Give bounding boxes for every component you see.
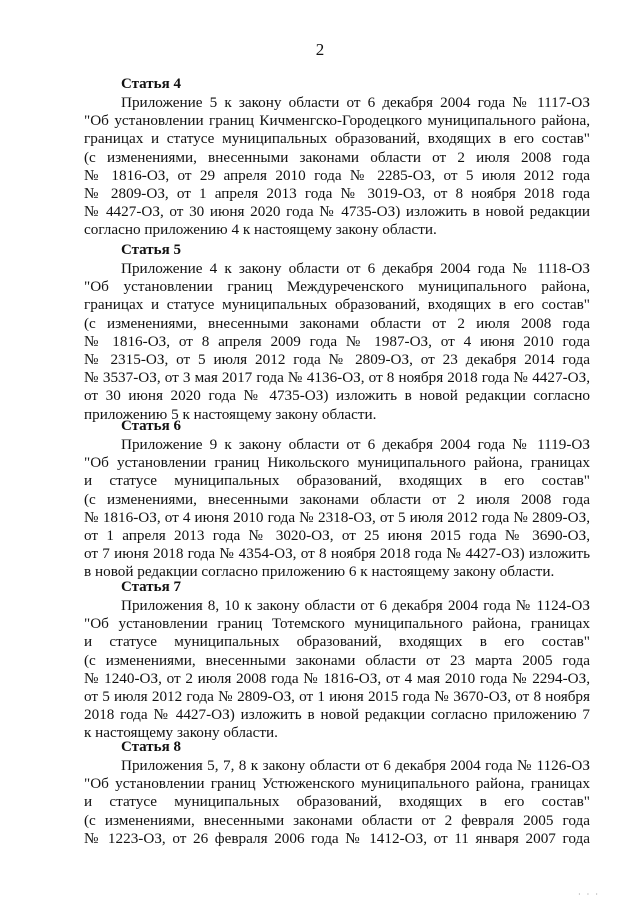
article-line: Приложение 5 к закону области от 6 декабря 2004 года № 1117-ОЗ — [121, 94, 590, 111]
article-line: № 1816-ОЗ, от 29 апреля 2010 года № 2285-ОЗ, от 5 июля 2012 года — [84, 166, 590, 184]
scan-mark: · · · — [578, 890, 600, 899]
article-line: № 1223-ОЗ, от 26 февраля 2006 года № 1412-ОЗ, от 11 января 2007 года — [84, 829, 590, 847]
article-line: границах и статусе муниципальных образований, входящих в его состав" — [84, 296, 590, 314]
article-line: № 2809-ОЗ, от 1 апреля 2013 года № 3019-ОЗ, от 8 ноября 2018 года — [84, 184, 590, 202]
article-line: "Об установлении границ Междуреченского муниципального района, — [84, 278, 590, 296]
article-line: "Об установлении границ Кичменгско-Городецкого муниципального района, — [84, 112, 590, 130]
article-line: Приложение 4 к закону области от 6 декабря 2004 года № 1118-ОЗ — [121, 260, 590, 277]
article-line: "Об установлении границ Устюженского муниципального района, границах — [84, 775, 590, 793]
article-line: от 7 июня 2018 года № 4354-ОЗ, от 8 ноября 2018 года № 4427-ОЗ) изложить — [84, 545, 590, 563]
article-4 — [84, 74, 590, 240]
article-5 — [84, 240, 590, 424]
article-line: (с изменениями, внесенными законами области от 23 марта 2005 года — [84, 651, 590, 669]
article-line: № 3537-ОЗ, от 3 мая 2017 года № 4136-ОЗ, от 8 ноября 2018 года № 4427-ОЗ, — [84, 369, 590, 387]
article-line: и статусе муниципальных образований, входящих в его состав" — [84, 472, 590, 490]
article-line: (с изменениями, внесенными законами области от 2 июля 2008 года — [84, 314, 590, 332]
article-line: Приложение 9 к закону области от 6 декабря 2004 года № 1119-ОЗ — [121, 436, 590, 453]
article-8 — [84, 737, 590, 848]
article-line: (с изменениями, внесенными законами области от 2 июля 2008 года — [84, 148, 590, 166]
page-number: 2 — [315, 40, 325, 59]
article-6 — [84, 416, 590, 582]
article-line: к настоящему закону области. — [84, 724, 278, 742]
article-line: № 4427-ОЗ, от 30 июня 2020 года № 4735-ОЗ) изложить в новой редакции — [84, 203, 590, 221]
article-line: № 1816-ОЗ, от 4 июня 2010 года № 2318-ОЗ, от 5 июля 2012 года № 2809-ОЗ, — [84, 508, 590, 526]
article-line: "Об установлении границ Никольского муниципального района, границах — [84, 454, 590, 472]
article-line: от 30 июня 2020 года № 4735-ОЗ) изложить в новой редакции согласно — [84, 387, 590, 405]
article-line: "Об установлении границ Тотемского муниципального района, границах — [84, 615, 590, 633]
article-title: Статья 8 — [121, 739, 181, 755]
article-line: № 1240-ОЗ, от 2 июля 2008 года № 1816-ОЗ, от 4 мая 2010 года № 2294-ОЗ, — [84, 669, 590, 687]
article-line: согласно приложению 4 к настоящему закону области. — [84, 221, 437, 239]
article-line: от 1 апреля 2013 года № 3020-ОЗ, от 25 июня 2015 года № 3690-ОЗ, — [84, 526, 590, 544]
article-line: (с изменениями, внесенными законами области от 2 февраля 2005 года — [84, 811, 590, 829]
article-title: Статья 6 — [121, 418, 181, 434]
article-line: и статусе муниципальных образований, входящих в его состав" — [84, 633, 590, 651]
article-line: границах и статусе муниципальных образований, входящих в его состав" — [84, 130, 590, 148]
article-title: Статья 7 — [121, 579, 181, 595]
article-title: Статья 4 — [121, 76, 181, 92]
article-line: 2018 года № 4427-ОЗ) изложить в новой редакции согласно приложению 7 — [84, 706, 590, 724]
article-line: приложению 5 к настоящему закону области. — [84, 405, 377, 423]
article-7 — [84, 577, 590, 743]
article-line: № 1816-ОЗ, от 8 апреля 2009 года № 1987-ОЗ, от 4 июня 2010 года — [84, 332, 590, 350]
article-line: Приложения 8, 10 к закону области от 6 декабря 2004 года № 1124-ОЗ — [121, 597, 590, 614]
article-line: и статусе муниципальных образований, входящих в его состав" — [84, 793, 590, 811]
article-line: (с изменениями, внесенными законами области от 2 июля 2008 года — [84, 490, 590, 508]
article-line: № 2315-ОЗ, от 5 июля 2012 года № 2809-ОЗ, от 23 декабря 2014 года — [84, 350, 590, 368]
article-title: Статья 5 — [121, 242, 181, 258]
article-line: в новой редакции согласно приложению 6 к настоящему закону области. — [84, 563, 555, 581]
article-line: от 5 июля 2012 года № 2809-ОЗ, от 1 июня 2015 года № 3670-ОЗ, от 8 ноября — [84, 687, 590, 705]
article-line: Приложения 5, 7, 8 к закону области от 6 декабря 2004 года № 1126-ОЗ — [121, 757, 590, 774]
